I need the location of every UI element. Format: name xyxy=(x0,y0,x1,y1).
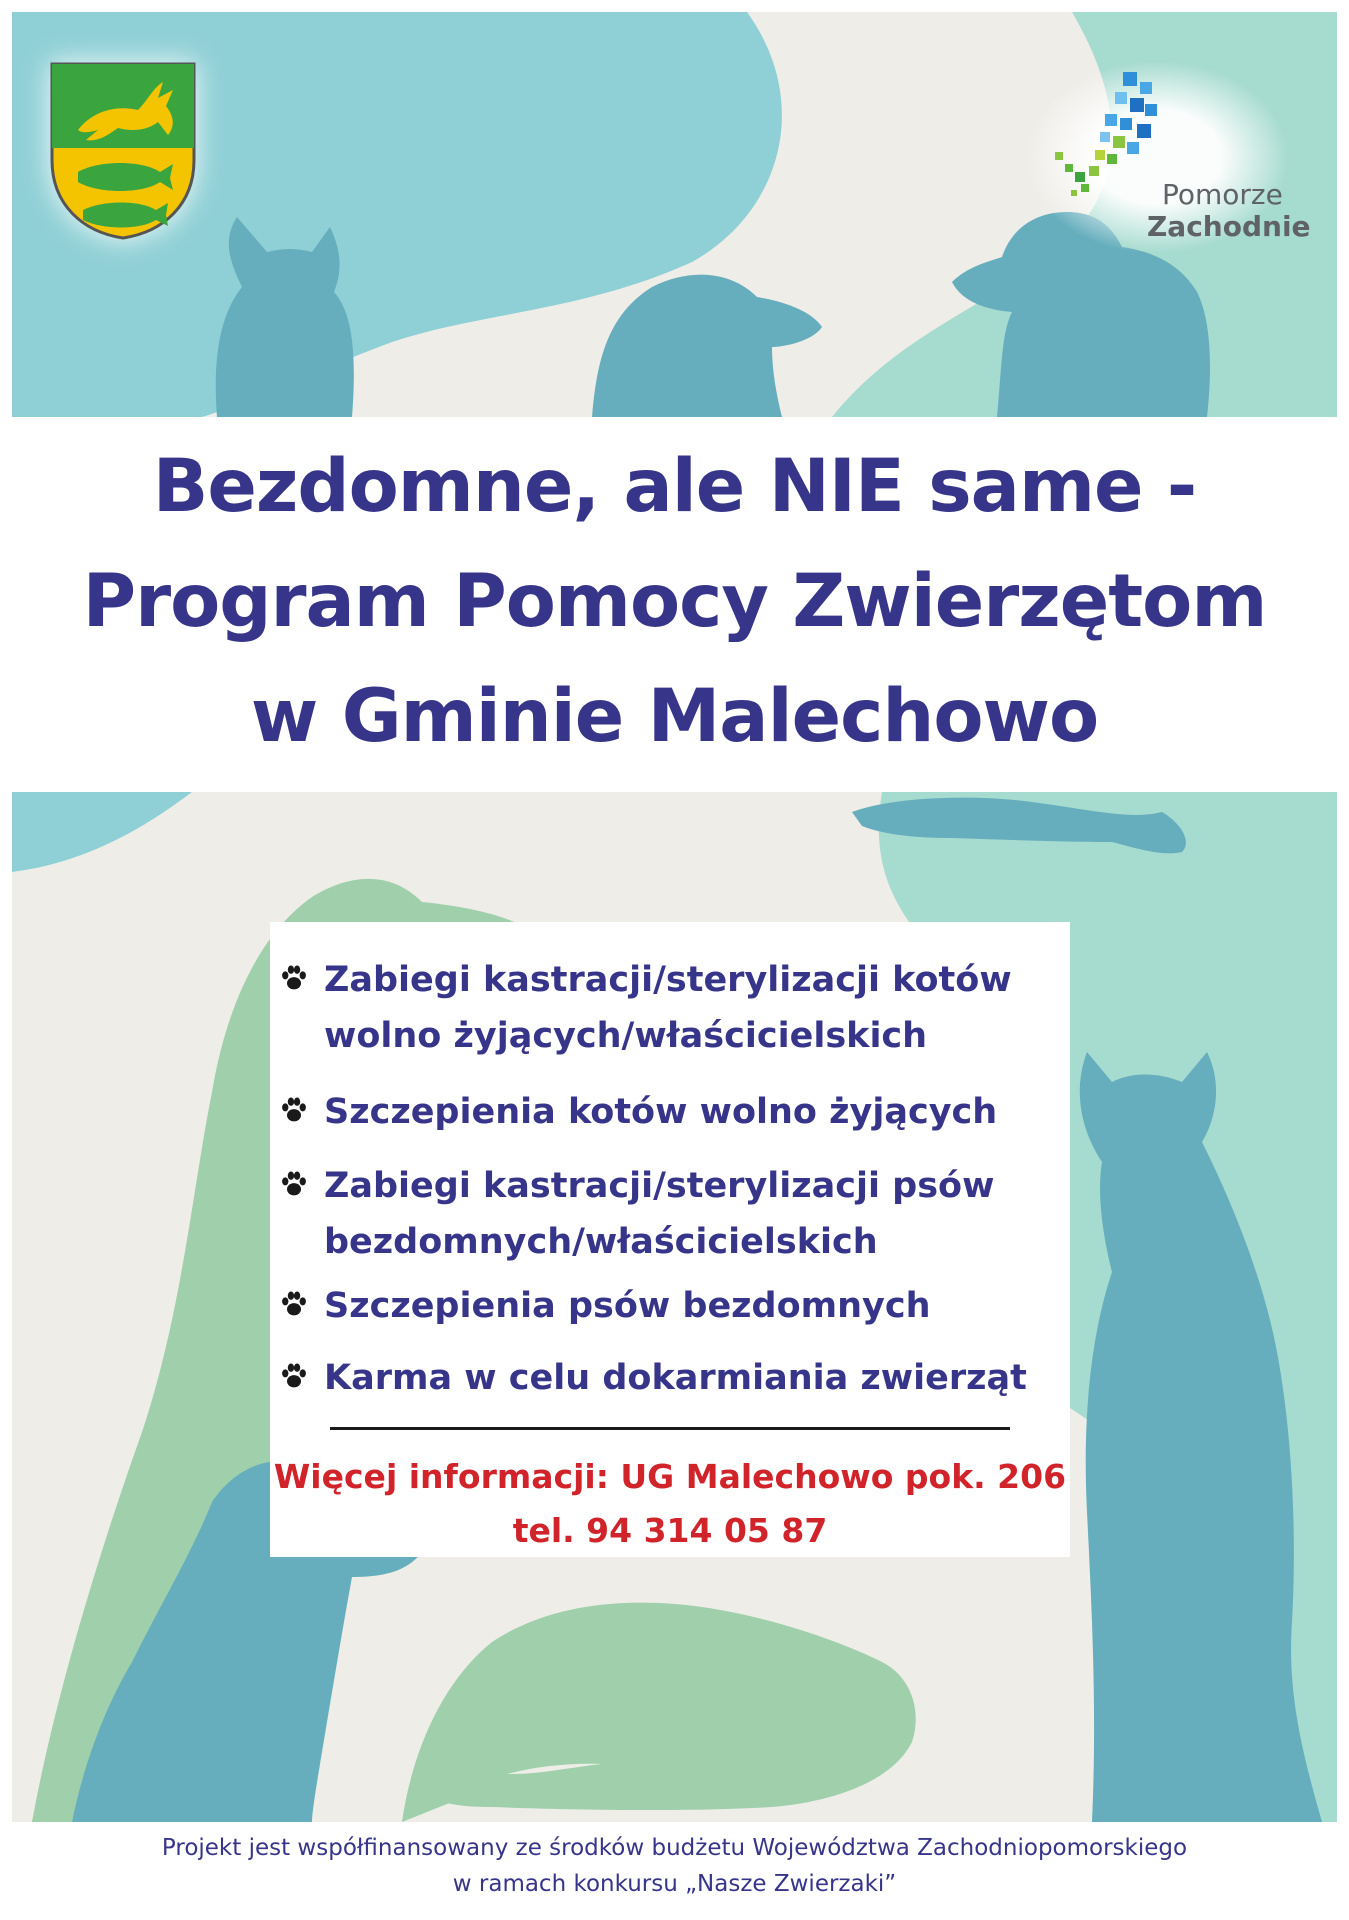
list-item-line: Szczepienia psów bezdomnych xyxy=(324,1286,931,1326)
coat-of-arms-icon xyxy=(48,60,198,240)
paw-icon xyxy=(280,1362,308,1390)
list-item xyxy=(280,1158,1060,1270)
list-item-line: Zabiegi kastracji/sterylizacji kotów xyxy=(324,960,1012,1000)
list-item xyxy=(280,1084,1060,1140)
paw-icon xyxy=(280,1290,308,1318)
list-item-line: Zabiegi kastracji/sterylizacji psów xyxy=(324,1166,995,1206)
list-item-line: Karma w celu dokarmiania zwierząt xyxy=(324,1358,1027,1398)
poster xyxy=(12,12,1337,1822)
lying-cat-silhouette-green xyxy=(402,1603,916,1822)
dog-silhouette-top xyxy=(592,275,822,417)
contact-info: Więcej informacji: UG Malechowo pok. 206 xyxy=(273,1457,1067,1496)
contact-phone: tel. 94 314 05 87 xyxy=(512,1511,828,1550)
title-line-3: w Gminie Malechowo xyxy=(250,674,1099,759)
paw-icon xyxy=(280,1096,308,1124)
title-line-1: Bezdomne, ale NIE same - xyxy=(152,444,1197,529)
list-item xyxy=(280,1350,1060,1406)
list-item-line: wolno żyjących/właścicielskich xyxy=(324,1016,928,1056)
pixel-mosaic-icon xyxy=(1045,72,1165,212)
logo-text-pomorze: Pomorze xyxy=(1162,178,1283,211)
paw-icon xyxy=(280,964,308,992)
paw-icon xyxy=(280,1170,308,1198)
pomorze-zachodnie-logo xyxy=(1027,62,1311,252)
footer-line-2: w ramach konkursu „Nasze Zwierzaki” xyxy=(452,1871,897,1897)
title-line-2: Program Pomocy Zwierzętom xyxy=(82,559,1267,644)
list-item-line: bezdomnych/właścicielskich xyxy=(324,1222,878,1262)
list-item-line: Szczepienia kotów wolno żyjących xyxy=(324,1092,998,1132)
logo-text-zachodnie: Zachodnie xyxy=(1147,210,1311,243)
footer-line-1: Projekt jest współfinansowany ze środków budżetu Województwa Zachodniopomorskiego xyxy=(161,1835,1188,1861)
divider xyxy=(330,1427,1010,1430)
info-box xyxy=(270,922,1070,1557)
list-item xyxy=(280,1278,1060,1334)
title-band xyxy=(12,417,1337,792)
list-item xyxy=(280,952,1060,1064)
